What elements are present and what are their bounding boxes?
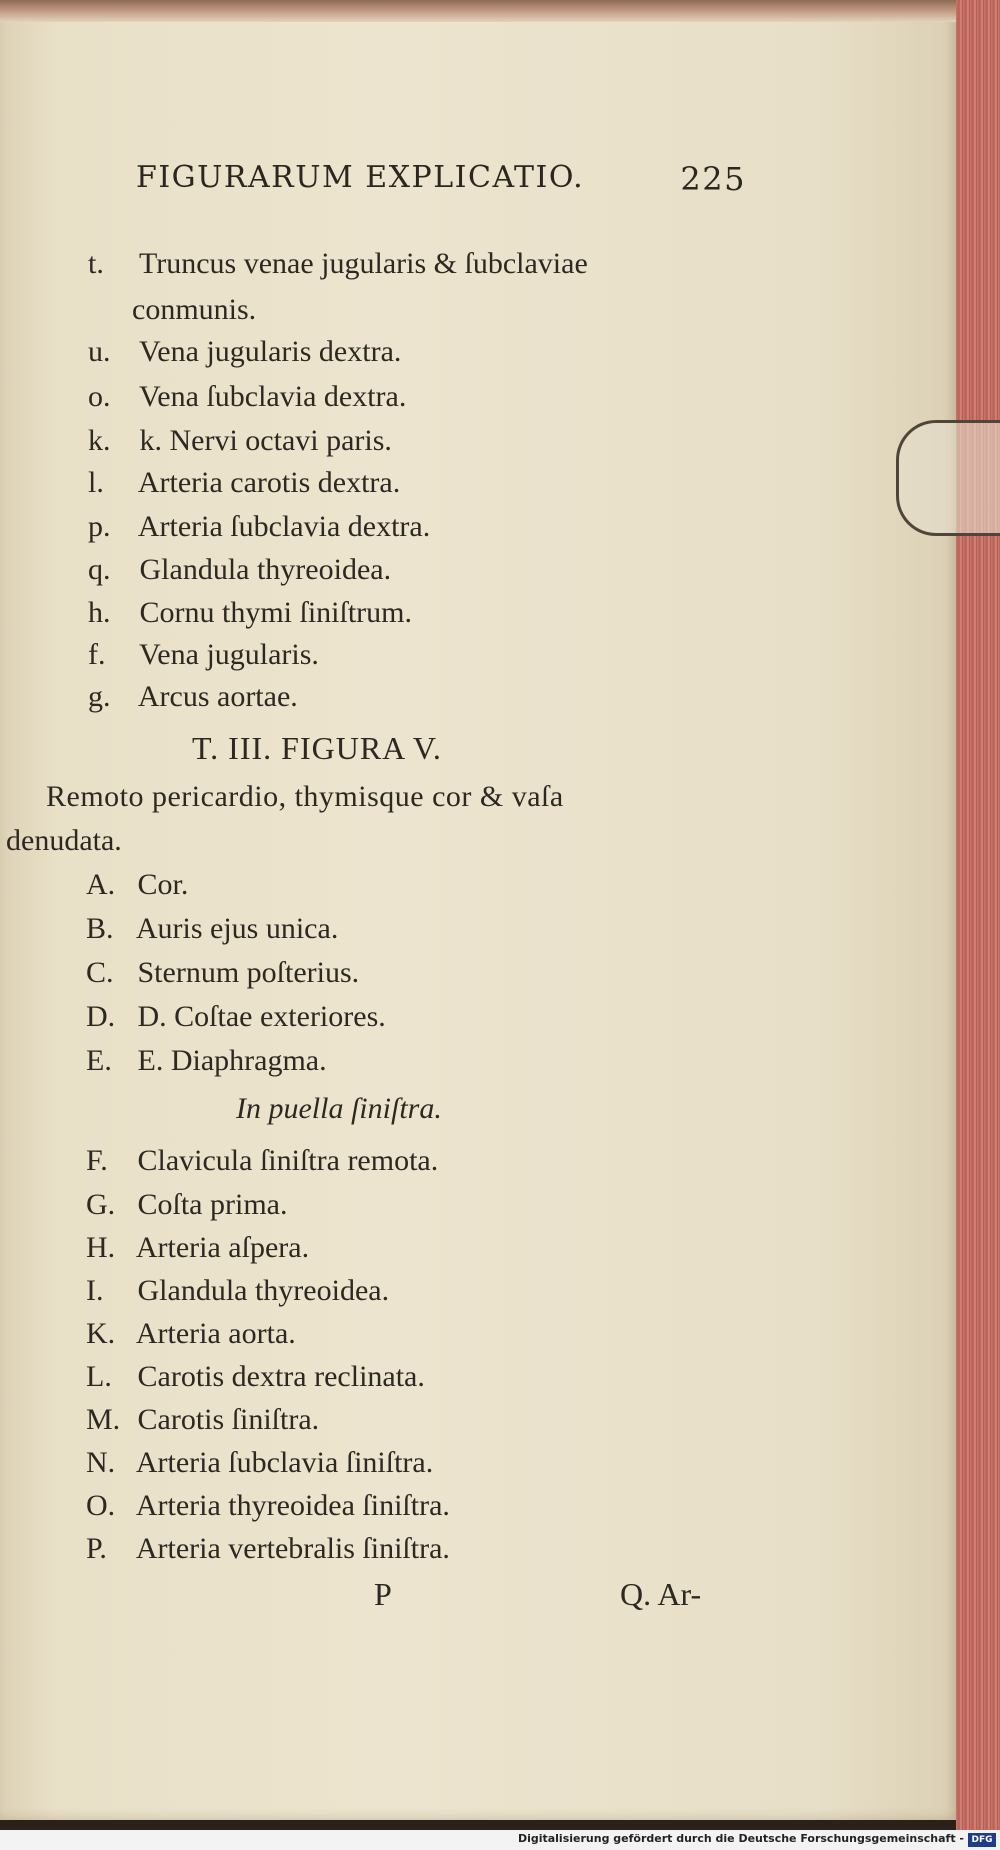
entry-key: K. xyxy=(86,1317,116,1350)
entry-text: Arteria thyreoidea ſiniſtra. xyxy=(135,1489,450,1522)
list-item xyxy=(86,956,359,990)
entry-text: Arcus aortae. xyxy=(137,680,298,713)
entry-text: Arteria ſubclavia dextra. xyxy=(137,510,431,543)
entry-text: Coſta prima. xyxy=(137,1188,288,1221)
entry-text: Carotis ſiniſtra. xyxy=(137,1403,320,1436)
list-item xyxy=(86,868,188,902)
bookmark-clip xyxy=(896,420,1000,536)
entry-key: D. xyxy=(86,1000,116,1033)
entry-text: Arteria carotis dextra. xyxy=(137,466,401,499)
entry-key: t. xyxy=(88,247,104,280)
entry-key: H. xyxy=(86,1231,116,1264)
list-item xyxy=(86,1489,450,1523)
page-edge-red xyxy=(956,0,1000,1830)
entry-text: Cornu thymi ſiniſtrum. xyxy=(139,596,413,629)
entry-text: Vena jugularis. xyxy=(138,638,319,671)
catchword: Q. Ar- xyxy=(620,1576,702,1612)
entry-text: Arteria aorta. xyxy=(135,1317,296,1350)
page-top-edge xyxy=(0,0,1000,22)
entry-key: g. xyxy=(88,680,111,713)
list-item xyxy=(132,293,256,327)
list-item xyxy=(88,510,430,544)
page-number: 225 xyxy=(680,160,746,198)
entry-key: h. xyxy=(88,596,111,629)
entry-key: p. xyxy=(88,510,111,543)
list-item xyxy=(88,335,401,369)
entry-key: L. xyxy=(86,1360,112,1393)
entry-text: Vena ſubclavia dextra. xyxy=(138,380,407,413)
entry-key: E. xyxy=(86,1044,112,1077)
entry-text: Glandula thyreoidea. xyxy=(139,553,392,586)
list-item xyxy=(88,380,406,414)
entry-key: k. xyxy=(88,424,111,457)
entry-key: B. xyxy=(86,912,114,945)
list-item xyxy=(86,1044,327,1078)
entry-text: Vena jugularis dextra. xyxy=(138,335,402,368)
list-item xyxy=(86,912,338,946)
intro-line-1: Remoto pericardio, thymisque cor & vaſa xyxy=(46,780,564,813)
list-item xyxy=(88,247,588,281)
entry-key: P. xyxy=(86,1532,107,1565)
section-heading: T. III. FIGURA V. xyxy=(192,730,442,766)
signature-mark: P xyxy=(374,1576,392,1612)
list-item xyxy=(88,424,392,458)
list-item xyxy=(88,638,319,672)
list-item xyxy=(86,1532,450,1566)
entry-text: Clavicula ſiniſtra remota. xyxy=(137,1144,439,1177)
entry-text: Arteria ſubclavia ſiniſtra. xyxy=(135,1446,434,1479)
list-item xyxy=(88,596,412,630)
list-item xyxy=(86,1446,433,1480)
intro-line-2: denudata. xyxy=(6,824,122,857)
entry-text: conmunis. xyxy=(132,293,257,326)
entry-key: f. xyxy=(88,638,106,671)
entry-key: C. xyxy=(86,956,114,989)
list-item xyxy=(86,1188,287,1222)
list-item xyxy=(86,1144,438,1178)
list-item xyxy=(88,466,400,500)
list-item xyxy=(86,1403,319,1437)
running-header xyxy=(136,152,746,202)
entry-key: M. xyxy=(86,1403,121,1436)
entry-key: o. xyxy=(88,380,111,413)
entry-key: q. xyxy=(88,553,111,586)
list-item xyxy=(86,1274,389,1308)
dfg-logo: DFG xyxy=(968,1833,996,1847)
entry-text: Arteria vertebralis ſiniſtra. xyxy=(135,1532,450,1565)
entry-text: k. Nervi octavi paris. xyxy=(139,424,392,457)
entry-text: Cor. xyxy=(137,868,189,901)
entry-key: O. xyxy=(86,1489,116,1522)
entry-text: Auris ejus unica. xyxy=(135,912,339,945)
list-item xyxy=(86,1317,296,1351)
entry-key: A. xyxy=(86,868,116,901)
entry-key: G. xyxy=(86,1188,116,1221)
entry-key: l. xyxy=(88,466,104,499)
digitization-footer xyxy=(0,1830,1000,1850)
list-item xyxy=(88,680,298,714)
entry-text: D. Coſtae exteriores. xyxy=(137,1000,386,1033)
entry-key: u. xyxy=(88,335,111,368)
list-item xyxy=(86,1360,425,1394)
entry-text: E. Diaphragma. xyxy=(137,1044,327,1077)
entry-text: Carotis dextra reclinata. xyxy=(137,1360,425,1393)
entry-text: Arteria aſpera. xyxy=(135,1231,310,1264)
entry-text: Sternum poſterius. xyxy=(137,956,360,989)
list-item xyxy=(86,1000,386,1034)
list-item xyxy=(86,1231,309,1265)
subheading: In puella ſiniſtra. xyxy=(236,1092,442,1125)
entry-text: Truncus venae jugularis & ſubclaviae xyxy=(138,247,588,280)
footer-text: Digitalisierung gefördert durch die Deutsche Forschungsgemeinschaft - xyxy=(517,1832,964,1845)
list-item xyxy=(88,553,391,587)
entry-key: N. xyxy=(86,1446,116,1479)
entry-key: I. xyxy=(86,1274,104,1307)
entry-text: Glandula thyreoidea. xyxy=(137,1274,390,1307)
entry-key: F. xyxy=(86,1144,108,1177)
header-title: FIGURARUM EXPLICATIO. xyxy=(136,160,585,195)
